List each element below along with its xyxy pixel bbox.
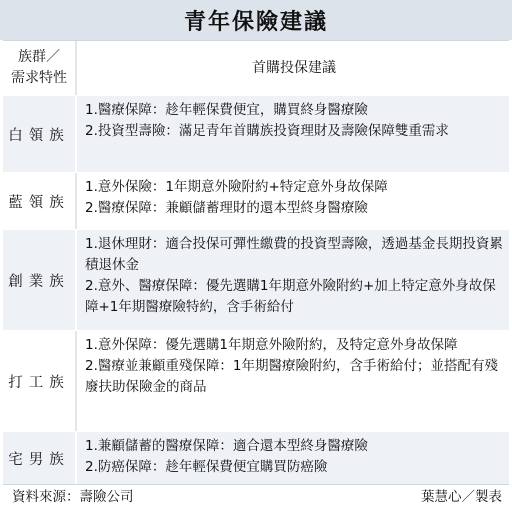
advice-cell bbox=[77, 331, 509, 431]
advice-item: 2.意外、醫療保障：優先選購1年期意外險附約+加上特定意外身故保障+1年期醫療險特約，含手術給付 bbox=[85, 278, 496, 315]
advice-table bbox=[3, 40, 509, 485]
footer bbox=[0, 481, 512, 508]
header-group-line1: 族群／ bbox=[18, 49, 60, 65]
advice-item: 1.兼顧儲蓄的醫療保障：適合還本型終身醫療險 bbox=[85, 438, 368, 454]
group-cell bbox=[3, 331, 77, 431]
table-row-blue-collar bbox=[3, 173, 509, 230]
group-cell bbox=[3, 96, 77, 172]
source-note: 資料來源：壽險公司 bbox=[12, 488, 134, 505]
advice-item: 2.防癌保障：趁年輕保費便宜購買防癌險 bbox=[85, 459, 328, 475]
advice-cell bbox=[77, 173, 509, 229]
title-bar bbox=[0, 0, 512, 40]
group-name: 藍領族 bbox=[8, 194, 70, 211]
advice-cell bbox=[77, 96, 509, 172]
group-cell bbox=[3, 432, 77, 484]
table-row-part-timer bbox=[3, 331, 509, 432]
group-cell bbox=[3, 173, 77, 229]
group-cell bbox=[3, 230, 77, 330]
group-name: 白領族 bbox=[8, 127, 70, 144]
table-header-row bbox=[3, 41, 509, 96]
advice-cell bbox=[77, 230, 509, 330]
advice-cell bbox=[77, 432, 509, 484]
advice-item: 1.意外保障：優先選購1年期意外險附約，及特定意外身故保障 bbox=[85, 337, 458, 353]
table-row-otaku bbox=[3, 432, 509, 484]
credit-note: 葉慧心／製表 bbox=[421, 488, 502, 505]
advice-item: 2.醫療並兼顧重殘保障：1年期醫療險附約，含手術給付；並搭配有殘廢扶助保險金的商品 bbox=[85, 358, 498, 395]
group-name: 宅男族 bbox=[8, 451, 70, 468]
header-advice-label: 首購投保建議 bbox=[252, 59, 336, 76]
table-row-white-collar bbox=[3, 96, 509, 173]
group-name: 創業族 bbox=[8, 273, 70, 290]
table-row-entrepreneur bbox=[3, 230, 509, 331]
header-group-cell bbox=[3, 41, 77, 95]
header-advice-cell bbox=[77, 41, 509, 95]
advice-item: 1.退休理財：適合投保可彈性繳費的投資型壽險，透過基金長期投資累積退休金 bbox=[85, 236, 503, 273]
header-group-line2: 需求特性 bbox=[11, 70, 67, 86]
advice-item: 2.投資型壽險：滿足青年首購族投資理財及壽險保障雙重需求 bbox=[85, 123, 449, 139]
page-title: 青年保險建議 bbox=[183, 9, 328, 35]
group-name: 打工族 bbox=[8, 374, 70, 391]
advice-item: 1.醫療保障：趁年輕保費便宜，購買終身醫療險 bbox=[85, 102, 368, 118]
advice-item: 2.醫療保障：兼顧儲蓄理財的還本型終身醫療險 bbox=[85, 200, 368, 216]
advice-item: 1.意外保險：1年期意外險附約+特定意外身故保障 bbox=[85, 179, 388, 195]
